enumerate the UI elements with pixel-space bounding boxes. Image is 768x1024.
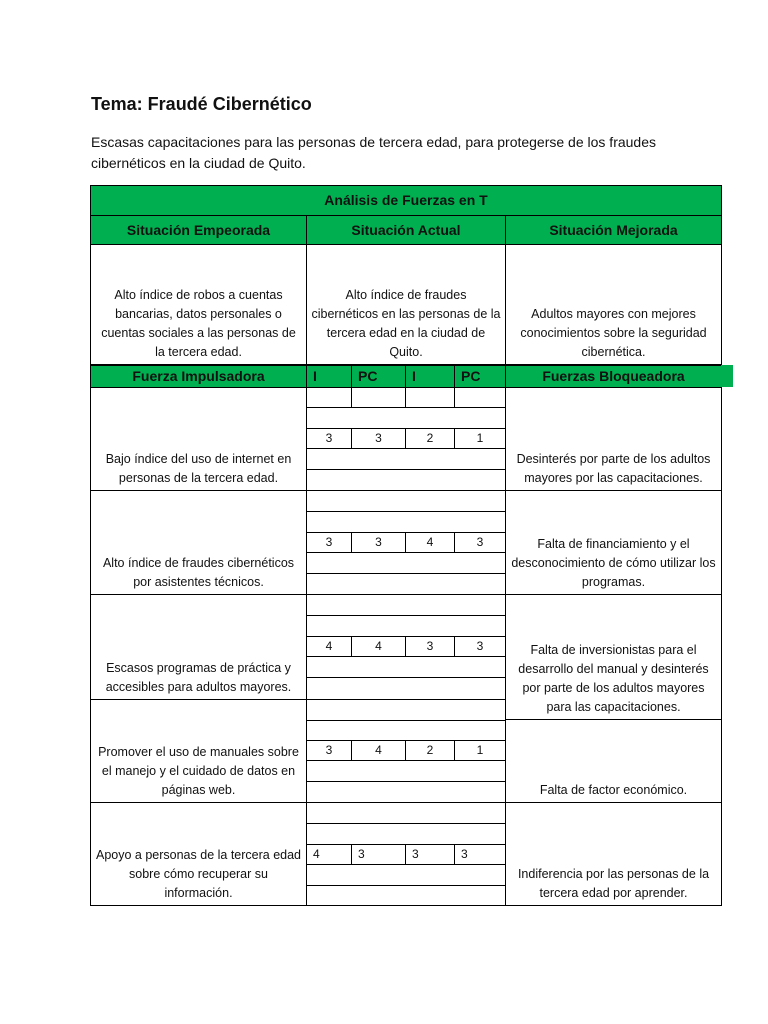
score-i-1: 3 [306,532,352,553]
page-title: Tema: Fraudé Cibernético [91,94,312,114]
score-i-2: 4 [405,532,455,553]
grid-cell [306,407,506,429]
header-pc-2: PC [454,365,506,388]
grid-cell [306,615,506,637]
grid-cell [306,699,506,721]
grid-cell [306,448,506,470]
green-band-extension [721,365,733,387]
score-pc-2: 3 [454,532,506,553]
score-pc-2: 1 [454,428,506,449]
header-driving-force: Fuerza Impulsadora [90,365,307,388]
header-pc-1: PC [351,365,406,388]
score-i-1: 3 [306,740,352,761]
grid-cell [306,823,506,845]
score-pc-2: 3 [454,636,506,657]
grid-cell [454,387,506,408]
blocking-force-cell: Indiferencia por las personas de la tercera edad por aprender. [505,802,722,906]
header-current: Situación Actual [306,215,506,245]
blocking-force-cell: Falta de financiamiento y el desconocimiento de cómo utilizar los programas. [505,490,722,595]
grid-cell [306,511,506,533]
score-pc-1: 3 [351,844,406,865]
grid-cell [306,490,506,512]
driving-force-cell: Apoyo a personas de la tercera edad sobre cómo recuperar su información. [90,802,307,906]
situation-current-text: Alto índice de fraudes cibernéticos en las personas de la tercera edad en la ciudad de Quito. [306,244,506,365]
score-i-2: 2 [405,740,455,761]
header-blocking-force: Fuerzas Bloqueadora [505,365,722,388]
grid-cell [306,781,506,803]
score-pc-1: 4 [351,740,406,761]
grid-cell [306,802,506,824]
grid-cell [306,594,506,616]
blocking-force-cell: Falta de inversionistas para el desarrollo del manual y desinterés por parte de los adultos mayores para las capacitaciones. [505,594,722,720]
header-worse: Situación Empeorada [90,215,307,245]
score-i-2: 2 [405,428,455,449]
header-better: Situación Mejorada [505,215,722,245]
grid-cell [306,656,506,678]
score-pc-1: 3 [351,428,406,449]
score-i-1: 4 [306,636,352,657]
driving-force-cell: Escasos programas de práctica y accesibles para adultos mayores. [90,594,307,700]
grid-cell [306,864,506,886]
grid-cell [306,469,506,491]
driving-force-cell: Promover el uso de manuales sobre el manejo y el cuidado de datos en páginas web. [90,699,307,803]
grid-cell [306,573,506,595]
grid-cell [306,552,506,574]
grid-cell [351,387,406,408]
intro-paragraph: Escasas capacitaciones para las personas de tercera edad, para protegerse de los fraudes cibernéticos en la ciudad de Quito. [91,134,657,171]
score-i-1: 3 [306,428,352,449]
situation-worse-text: Alto índice de robos a cuentas bancarias, datos personales o cuentas sociales a las personas de la tercera edad. [90,244,307,365]
score-pc-2: 1 [454,740,506,761]
score-i-2: 3 [405,844,455,865]
score-i-2: 3 [405,636,455,657]
score-pc-1: 3 [351,532,406,553]
main-header: Análisis de Fuerzas en T [90,185,722,216]
score-pc-1: 4 [351,636,406,657]
grid-cell [306,387,352,408]
header-i-2: I [405,365,455,388]
score-pc-2: 3 [454,844,506,865]
grid-cell [306,760,506,782]
situation-better-text: Adultos mayores con mejores conocimientos sobre la seguridad cibernética. [505,244,722,365]
score-i-1: 4 [306,844,352,865]
driving-force-cell: Bajo índice del uso de internet en personas de la tercera edad. [90,387,307,491]
driving-force-cell: Alto índice de fraudes cibernéticos por asistentes técnicos. [90,490,307,595]
grid-cell [306,677,506,700]
header-i-1: I [306,365,352,388]
grid-cell [405,387,455,408]
grid-cell [306,720,506,741]
blocking-force-cell: Falta de factor económico. [505,719,722,803]
grid-cell [306,885,506,906]
blocking-force-cell: Desinterés por parte de los adultos mayores por las capacitaciones. [505,387,722,491]
